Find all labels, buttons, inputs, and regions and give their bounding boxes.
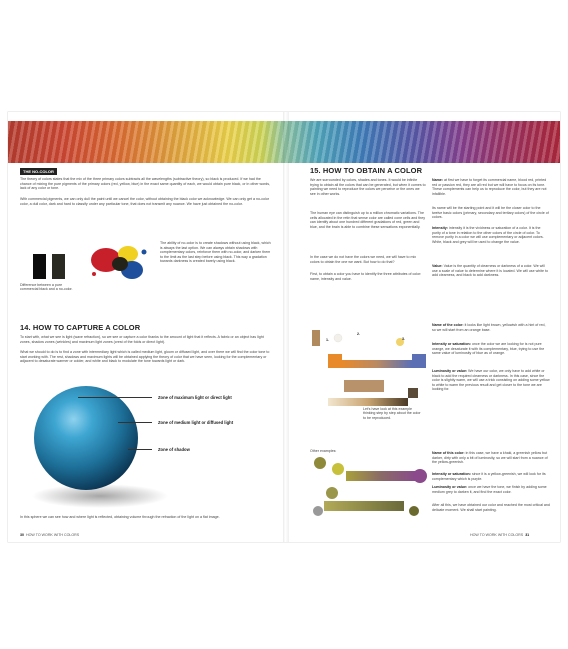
example2-luminosity <box>432 485 550 494</box>
example2-intensity <box>432 472 550 481</box>
example-callout: Let's have look at this example thinking step by step about the color to be reproduced. <box>363 407 421 420</box>
name-text: at first we have to forget its commercial name, blood red, printed red or passion red, they are all red but we will have to focus on its tone. These complements can help us to reproduce the color, but they are not infallible. <box>432 178 547 196</box>
obtain-paragraph-2: The human eye can distinguish up to a million chromatic variations. The cells allocated in the retin that sense color are called cone cells and they can identify about one hundred different gradations of red, green and blue, and the brain is able to combine these sensations exponentially. <box>310 211 426 229</box>
orange-swatch <box>328 354 342 368</box>
intro-paragraph-2: With commercial pigments, we can only dull the paint until we cancel the color, without obtaining the black color we acknowledge. We can only get a no-color color, a dull color, dark and hard to classify under any particular tone, that does not transmit any nuance. We have just obtained the no-color. <box>20 197 270 206</box>
intro-paragraph-1: The theory of colors states that the mix of the three primary colors subtracts all the wavelengths (subtractive theory), so black is produced. If we had the chance of mixing the pure pigments of the primary colors (red, yellow, blue) in the exact same quantity of each, we would obtain pure black, or in other words, lack of any color or tone. <box>20 177 271 190</box>
right-footer <box>470 533 529 537</box>
dark-circle-swatch <box>408 388 418 398</box>
example-2-color-chart <box>310 455 432 527</box>
left-page-number: 30 <box>20 533 24 537</box>
light-sphere-illustration <box>22 378 172 518</box>
example2-name-label: Name of this color: <box>432 451 465 455</box>
example2-name <box>432 451 550 465</box>
other-examples-label: Other examples: <box>310 449 337 453</box>
khaki-target-circle <box>314 457 326 469</box>
example1-name-text: it looks like light brown, yellowish with a hint of red, so we will start from an orange base. <box>432 323 546 332</box>
value-label: Value: <box>432 264 443 268</box>
value-definition <box>432 264 550 278</box>
no-color-swatch <box>52 254 65 279</box>
purple-circle <box>413 469 427 483</box>
name-definition-2: Its name will be the starting point and it will be the closer color to the twelve basic colors (primary, secondary and tertiary colors) of the circle of colors. <box>432 206 549 219</box>
example2-luminosity-text: once we have the tone, we finish by adding some medium grey to darken it, and find the exact color. <box>432 485 547 494</box>
example2-name-text: in this case, we have a khaki, a greenish yellow but darker, dirty with only a bit of luminosity, so we will start from a nuance of the yellow-greenish. <box>432 451 548 464</box>
book-gutter <box>283 112 289 542</box>
example-mark-2: 2. <box>357 332 360 336</box>
intensity-label: Intensity: <box>432 226 448 230</box>
paint-mix-illustration <box>84 240 154 290</box>
intensity-definition <box>432 226 550 244</box>
section-14-heading: 14. HOW TO CAPTURE A COLOR <box>20 323 141 332</box>
example1-intensity <box>432 342 550 356</box>
example1-luminosity-label: Luminosity or value: <box>432 369 468 373</box>
example2-intensity-text: since it is a yellow-greenish, we will look for its complementary which is purple. <box>432 472 546 481</box>
name-label: Name: <box>432 178 443 182</box>
section-15-heading: 15. HOW TO OBTAIN A COLOR <box>310 166 423 175</box>
sphere-caption: In this sphere we can see how and where light is reflected, obtaining volume through the refraction of the light on a flat image. <box>20 515 220 519</box>
olive-final-circle <box>409 506 419 516</box>
example1-intensity-label: Intensity or saturation: <box>432 342 471 346</box>
example2-intensity-label: Intensity or saturation: <box>432 472 471 476</box>
value-scale <box>328 398 408 406</box>
result-brown-swatch <box>344 380 384 392</box>
blue-sphere <box>34 386 138 490</box>
example1-intensity-text: once the color we are looking for is not pure orange, we desaturate it with its complementary, blue, trying to use the same value of luminosity of blue as of orange. <box>432 342 545 355</box>
label-medium-light: Zone of medium light or diffused light <box>158 420 234 425</box>
yellow-green-circle <box>332 463 344 475</box>
obtain-paragraph-4: First, to obtain a color you have to identify the three attributes of color: name, intensity and value. <box>310 272 422 281</box>
no-color-paint-blob <box>112 257 128 271</box>
swatch-caption: Difference between a pure commercial black and a no-color. <box>20 283 73 292</box>
yellow-purple-gradient <box>346 471 416 481</box>
blue-swatch <box>412 354 426 368</box>
capture-paragraph-1: To start with, what we see is light (wave refraction), so we see or capture a color thanks to the amount of light that it reflects. A fabric or an object has light zones, shadow zones (wrinkles) and maximum light zones (crest of the folds or direct light). <box>20 335 264 344</box>
example2-final: After all this, we have obtained our color and reached the most critical and delicate moment. We shall start painting. <box>432 503 550 512</box>
right-page-number: 31 <box>525 533 530 537</box>
example1-luminosity-text: We have our color, we only have to add white or black to add the required clearness or darkness. In this case, since the color is slightly warm, we will use a trick consisting on adding some yellow to white to warm the previous result and get closer to the tone we are looking for. <box>432 369 550 391</box>
left-footer-title: HOW TO WORK WITH COLORS <box>26 533 80 537</box>
pointer-line-max <box>78 397 152 398</box>
obtain-paragraph-1: We are surrounded by colors, shades and tones. It would be infinite trying to obtain all the colors that can be generated, but when it comes to painting we need to reproduce the colors we perceive or the ones we see in other works. <box>310 178 426 196</box>
name-definition <box>432 178 550 196</box>
grey-circle <box>313 506 323 516</box>
left-footer <box>20 533 79 537</box>
right-footer-title: HOW TO WORK WITH COLORS <box>470 533 524 537</box>
khaki-value-bar <box>324 501 404 511</box>
white-circle <box>334 334 342 342</box>
obtain-paragraph-3: In the case we do not have the colors we need, we will have to mix colors to obtain the one we want. But how to do that? <box>310 255 417 264</box>
example1-name-label: Name of the color: <box>432 323 464 327</box>
label-shadow: Zone of shadow <box>158 447 190 452</box>
label-max-light: Zone of maximum light or direct light <box>158 395 232 400</box>
value-text: Value is the quantity of clearness or darkness of a color. We will use a scale of value to determine where it is located. We will use white to add clearness, and black to add darkness. <box>432 264 548 277</box>
intensity-text: intensity it is the vividness or saturation of a color. It is the purity of a tone in relation to the other colors of the circle of color. To remove purity in a color we will use complementary or adjacent colors. White, black and grey will be used to change the value. <box>432 226 544 244</box>
no-color-tag: THE NO-COLOR <box>20 168 57 175</box>
example-mark-1: 1. <box>326 338 329 342</box>
example1-name <box>432 323 550 332</box>
example-mark-3: 3. <box>402 337 405 341</box>
pure-black-swatch <box>33 254 46 279</box>
orange-blue-gradient <box>342 360 412 368</box>
example2-luminosity-label: Luminosity or value: <box>432 485 468 489</box>
example1-luminosity <box>432 369 550 392</box>
target-brown-swatch <box>312 330 320 346</box>
pointer-line-medium <box>118 422 152 423</box>
khaki-result-circle <box>326 487 338 499</box>
no-color-description: The ability of no-color is to create shadows without using black, which is always the last option. We can always obtain shadows with complementary colors, reinforce them with no-color, and darken them to the limit as the last step before using black. This way a gradation towards darkness is created barely using black. <box>160 241 271 263</box>
pointer-line-shadow <box>128 449 152 450</box>
capture-paragraph-2: What we should to do is to find a zone with intermediary light which is called medium light, gloom or diffused light, and over there we will find the color tone to start working with. The rest, shadows and maximum lights will be obtained applying the theory of color that we have seen, looking for the complementary or adjacent to desaturate warmer or colder, and white and black to modulate the tone towards light or dark. <box>20 350 270 363</box>
